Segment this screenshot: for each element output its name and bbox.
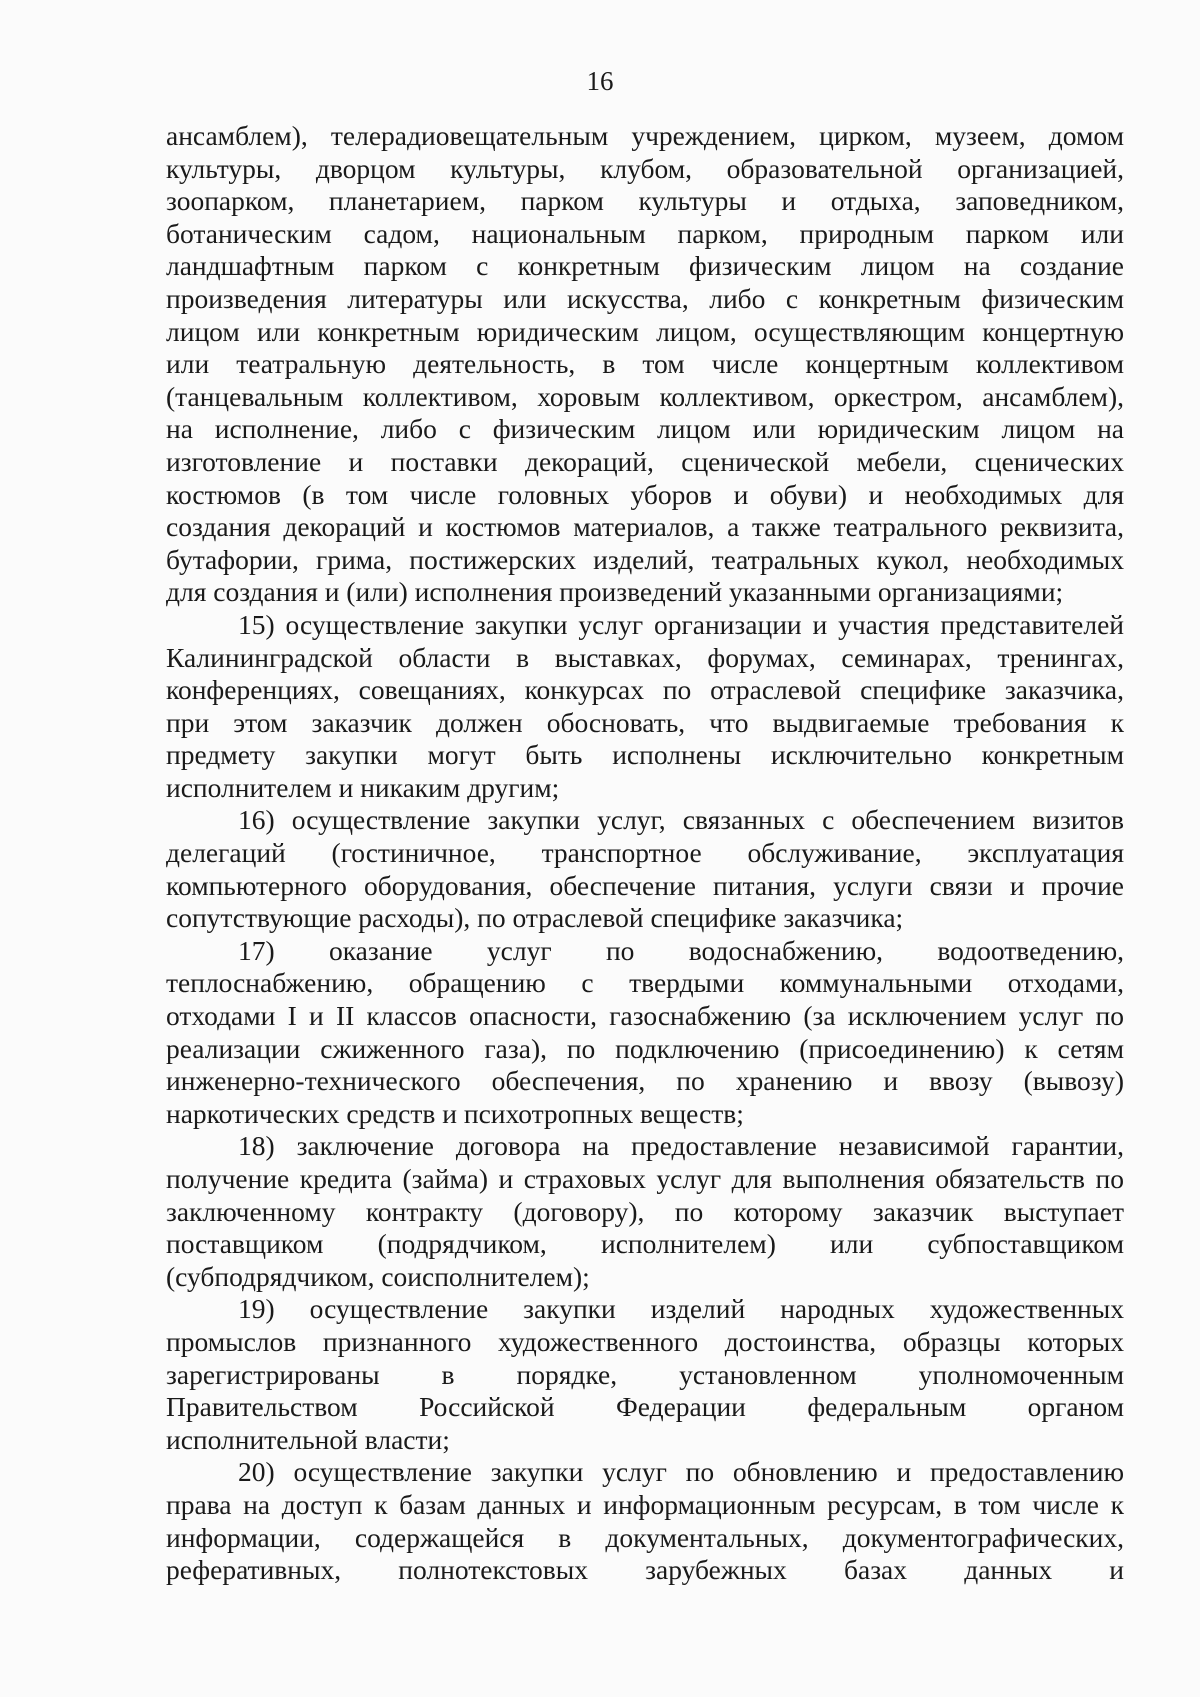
text-line: культуры, дворцом культуры, клубом, образовательной организацией, [166,152,1124,184]
text-line: реферативных, полнотекстовых зарубежных базах данных и [166,1554,1124,1586]
text-line: создания декораций и костюмов материалов, а также театрального реквизита, [166,511,1124,543]
text-line: произведения литературы или искусства, либо с конкретным физическим [166,282,1124,314]
text-line: или театральную деятельность, в том числе концертным коллективом [166,348,1124,380]
text-line: Калининградской области в выставках, форумах, семинарах, тренингах, [166,641,1124,673]
text-line: ботаническим садом, национальным парком, природным парком или [166,217,1124,249]
text-line: костюмов (в том числе головных уборов и обуви) и необходимых для [166,478,1124,510]
text-line: исполнительной власти; [166,1423,450,1455]
text-line: поставщиком (подрядчиком, исполнителем) или субпоставщиком [166,1228,1124,1260]
text-line: отходами I и II классов опасности, газоснабжению (за исключением услуг по [166,1000,1124,1032]
text-line: права на доступ к базам данных и информационным ресурсам, в том числе к [166,1488,1124,1520]
text-line: 16) осуществление закупки услуг, связанных с обеспечением визитов [238,804,1124,836]
text-line: 15) осуществление закупки услуг организации и участия представителей [238,608,1124,640]
text-line: сопутствующие расходы), по отраслевой специфике заказчика; [166,902,904,934]
text-line: получение кредита (займа) и страховых услуг для выполнения обязательств по [166,1163,1124,1194]
text-line: компьютерного оборудования, обеспечение питания, услуги связи и прочие [166,869,1124,901]
text-line: ландшафтным парком с конкретным физическим лицом на создание [166,250,1124,282]
text-line: изготовление и поставки декораций, сценической мебели, сценических [166,445,1124,477]
text-line: делегаций (гостиничное, транспортное обслуживание, эксплуатация [166,837,1124,869]
text-line: зоопарком, планетарием, парком культуры и отдыха, заповедником, [166,185,1124,217]
text-line: исполнителем и никаким другим; [166,771,560,803]
text-line: предмету закупки могут быть исполнены исключительно конкретным [166,739,1124,771]
text-line: теплоснабжению, обращению с твердыми коммунальными отходами, [166,967,1124,999]
text-line: заключенному контракту (договору), по которому заказчик выступает [166,1195,1124,1227]
text-line: (танцевальным коллективом, хоровым коллективом, оркестром, ансамблем), [166,380,1124,412]
text-line: при этом заказчик должен обосновать, что выдвигаемые требования к [166,706,1124,738]
page-number: 16 [586,66,614,96]
document-body [166,120,1124,1587]
text-line: бутафории, грима, постижерских изделий, театральных кукол, необходимых [166,543,1124,575]
text-line: для создания и (или) исполнения произведений указанными организациями; [166,576,1064,608]
text-line: 18) заключение договора на предоставление независимой гарантии, [238,1130,1124,1162]
text-line: 20) осуществление закупки услуг по обновлению и предоставлению [238,1456,1124,1488]
text-line: ансамблем), телерадиовещательным учреждением, цирком, музеем, домом [166,120,1124,151]
text-line: лицом или конкретным юридическим лицом, осуществляющим концертную [166,315,1124,347]
text-line: инженерно-технического обеспечения, по хранению и ввозу (вывозу) [166,1065,1124,1097]
text-line: на исполнение, либо с физическим лицом или юридическим лицом на [166,413,1124,445]
text-line: информации, содержащейся в документальных, документографических, [166,1521,1124,1553]
text-line: промыслов признанного художественного достоинства, образцы которых [166,1325,1124,1357]
text-line: (субподрядчиком, соисполнителем); [166,1260,590,1292]
text-line: реализации сжиженного газа), по подключению (присоединению) к сетям [166,1032,1124,1064]
text-line: 19) осуществление закупки изделий народных художественных [238,1293,1124,1325]
text-line: 17) оказание услуг по водоснабжению, водоотведению, [238,934,1124,966]
text-line: зарегистрированы в порядке, установленном уполномоченным [166,1358,1124,1390]
text-line: конференциях, совещаниях, конкурсах по отраслевой специфике заказчика, [166,674,1124,706]
text-line: Правительством Российской Федерации федеральным органом [166,1391,1124,1423]
text-line: наркотических средств и психотропных веществ; [166,1097,744,1129]
